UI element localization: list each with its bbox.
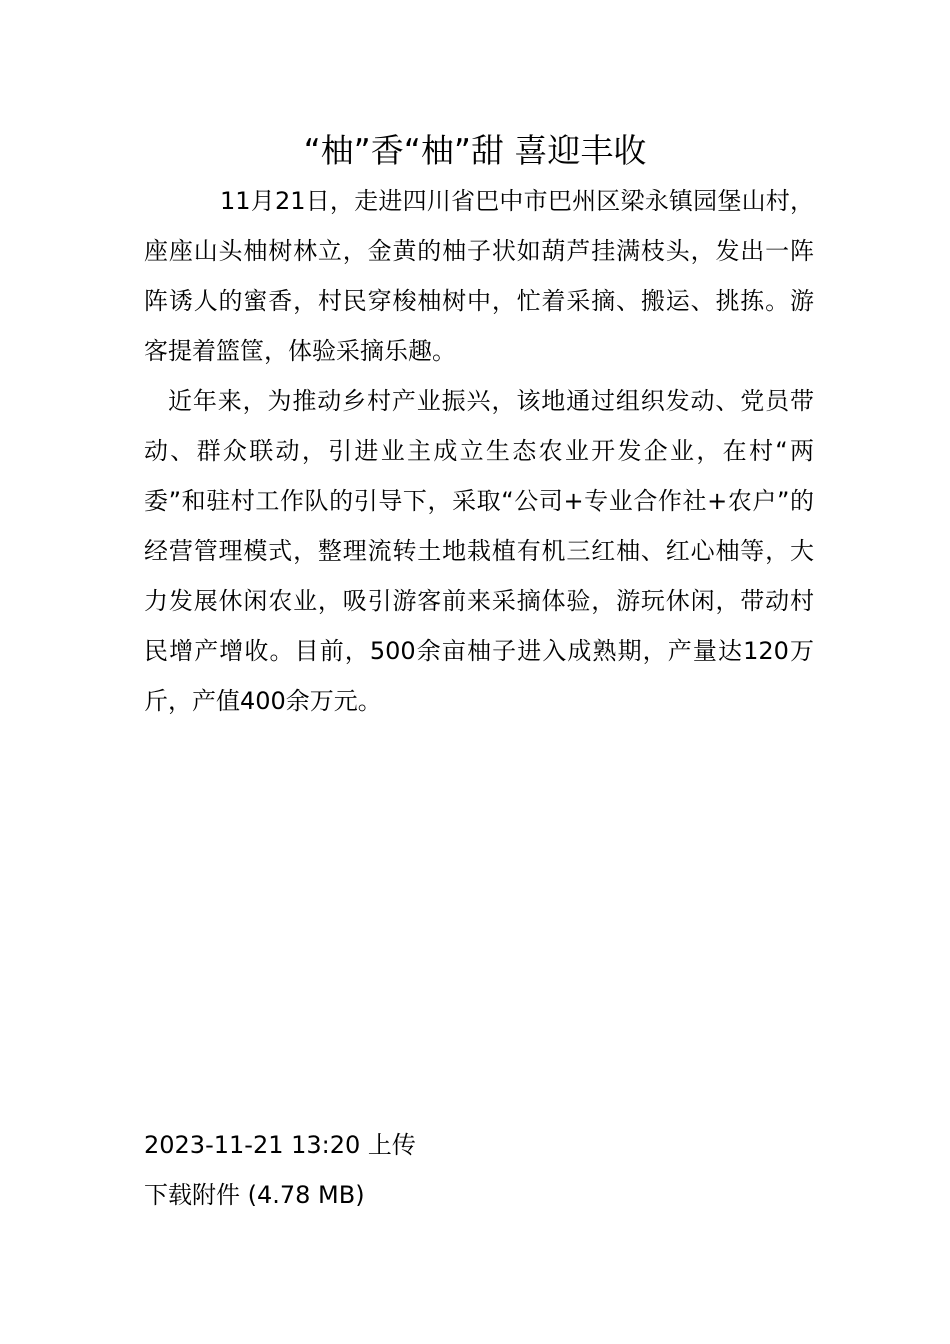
attachment-meta bbox=[144, 1120, 814, 1220]
article-paragraph: 11月21日，走进四川省巴中市巴州区梁永镇园堡山村，座座山头柚树林立，金黄的柚子状如葫芦挂满枝头，发出一阵阵诱人的蜜香，村民穿梭柚树中，忙着采摘、搬运、挑拣。游客提着篮筐，体验采摘乐趣。 bbox=[144, 187, 814, 365]
download-attachment-link[interactable]: 下载附件 (4.78 MB) bbox=[144, 1181, 365, 1209]
article-body bbox=[144, 176, 814, 726]
article-paragraph: 近年来，为推动乡村产业振兴，该地通过组织发动、党员带动、群众联动，引进业主成立生态农业开发企业，在村“两委”和驻村工作队的引导下，采取“公司+专业合作社+农户”的经营管理模式，整理流转土地栽植有机三红柚、红心柚等，大力发展休闲农业，吸引游客前来采摘体验，游玩休闲，带动村民增产增收。目前，500余亩柚子进入成熟期，产量达120万斤，产值400余万元。 bbox=[144, 387, 814, 715]
upload-timestamp: 2023-11-21 13:20 上传 bbox=[144, 1131, 416, 1159]
page-title: “柚”香“柚”甜 喜迎丰收 bbox=[303, 131, 647, 170]
